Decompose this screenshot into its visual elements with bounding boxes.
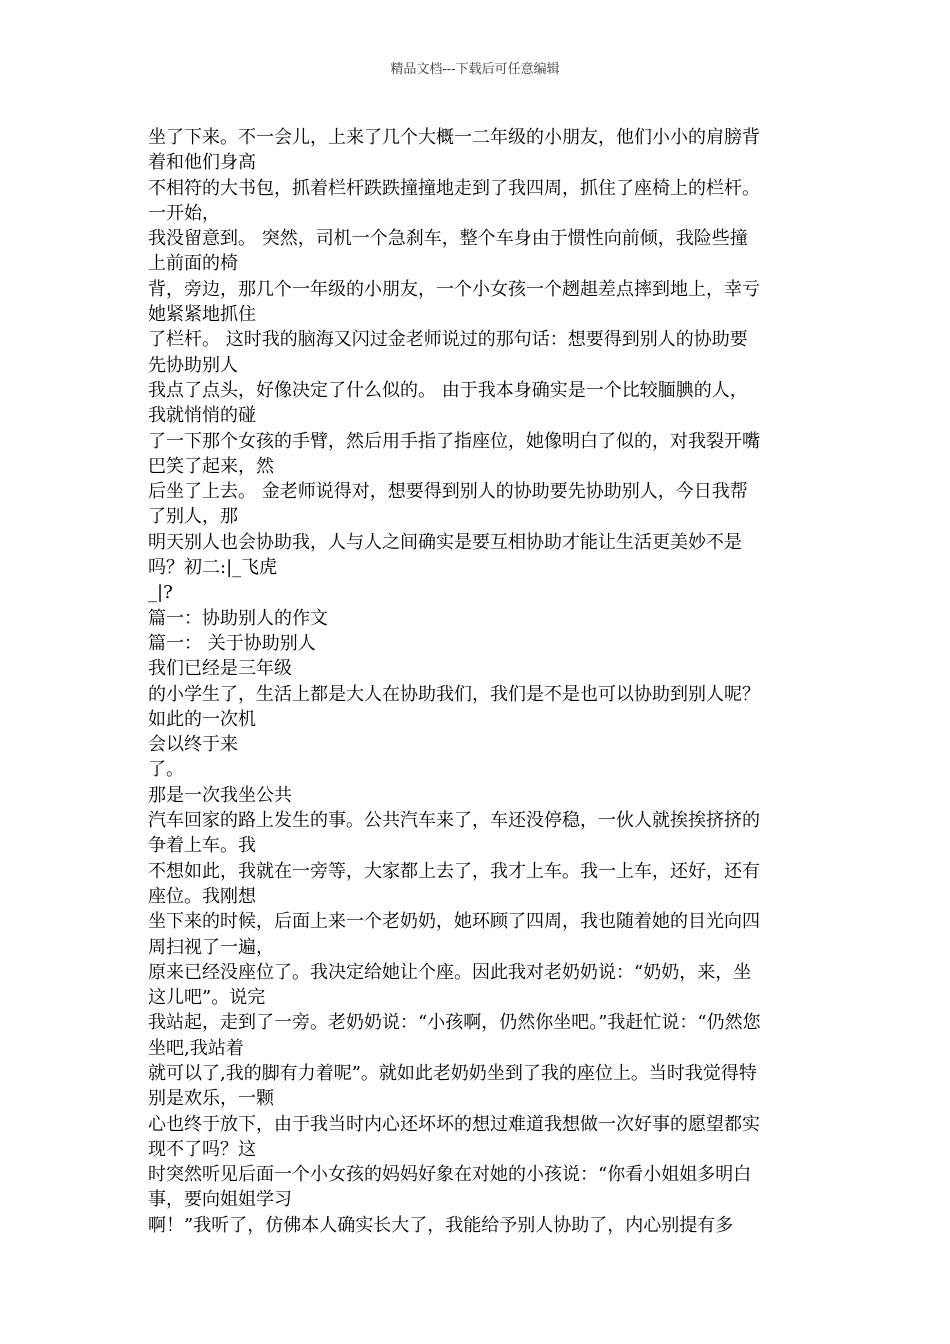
section-heading: 篇一：协助别人的作文 xyxy=(148,607,328,629)
text-line: 了栏杆。 这时我的脑海又闪过金老师说过的那句话：想要得到别人的协助要 xyxy=(148,329,748,351)
text-line: 她紧紧地抓住 xyxy=(148,304,256,326)
text-line: 我没留意到。 突然，司机一个急刹车，整个车身由于惯性向前倾，我险些撞 xyxy=(148,228,748,250)
text-line: 如此的一次机 xyxy=(148,708,256,730)
text-line: 吗？初二:|_飞虎 xyxy=(148,557,278,579)
text-line: 那是一次我坐公共 xyxy=(148,784,292,806)
text-line: 的小学生了，生活上都是大人在协助我们，我们是不是也可以协助到别人呢？ xyxy=(148,683,760,705)
text-line: 背，旁边，那几个一年级的小朋友，一个小女孩一个趔趄差点摔到地上，幸亏 xyxy=(148,278,760,300)
text-line: 了一下那个女孩的手臂，然后用手指了指座位，她像明白了似的，对我裂开嘴 xyxy=(148,430,760,452)
text-line: 先协助别人 xyxy=(148,354,238,376)
text-line: 现不了吗？这 xyxy=(148,1138,256,1160)
text-line: 就可以了,我的脚有力着呢”。就如此老奶奶坐到了我的座位上。当时我觉得特 xyxy=(148,1062,757,1084)
text-line: 不相符的大书包，抓着栏杆跌跌撞撞地走到了我四周，抓住了座椅上的栏杆。 xyxy=(148,177,760,199)
text-line: 我们已经是三年级 xyxy=(148,658,292,680)
text-line: 着和他们身高 xyxy=(148,152,256,174)
page-header: 精品文档---下载后可任意编辑 xyxy=(390,62,560,77)
text-line: 汽车回家的路上发生的事。公共汽车来了，车还没停稳，一伙人就挨挨挤挤的 xyxy=(148,810,760,832)
text-line: 周扫视了一遍， xyxy=(148,936,274,958)
text-line: 后坐了上去。 金老师说得对，想要得到别人的协助要先协助别人，今日我帮 xyxy=(148,481,748,503)
text-line: 巴笑了起来，然 xyxy=(148,455,274,477)
text-line: 这儿吧”。说完 xyxy=(148,987,266,1009)
text-line: 我点了点头，好像决定了什么似的。 由于我本身确实是一个比较腼腆的人， xyxy=(148,379,748,401)
text-line: 上前面的椅 xyxy=(148,253,238,275)
text-line: 我站起，走到了一旁。老奶奶说：“小孩啊，仍然你坐吧。”我赶忙说：“仍然您 xyxy=(148,1012,761,1034)
section-heading: 篇一： 关于协助别人 xyxy=(148,632,316,654)
text-line: 坐了下来。不一会儿，上来了几个大概一二年级的小朋友，他们小小的肩膀背 xyxy=(148,127,760,148)
text-line: 啊！”我听了，仿佛本人确实长大了，我能给予别人协助了，内心别提有多 xyxy=(148,1214,734,1236)
text-line: 事，要向姐姐学习 xyxy=(148,1189,292,1211)
text-line: 了别人，那 xyxy=(148,506,238,528)
text-line: 一开始， xyxy=(148,202,220,224)
text-line: 坐下来的时候，后面上来一个老奶奶，她环顾了四周，我也随着她的目光向四 xyxy=(148,911,760,933)
document-body xyxy=(148,125,808,1238)
text-line: 别是欢乐，一颗 xyxy=(148,1088,274,1110)
text-line: 明天别人也会协助我，人与人之间确实是要互相协助才能让生活更美妙不是 xyxy=(148,531,742,553)
text-line: 我就悄悄的碰 xyxy=(148,405,256,427)
text-line: 会以终于来 xyxy=(148,734,238,756)
text-line: 了。 xyxy=(148,759,184,781)
text-line: 争着上车。我 xyxy=(148,835,256,857)
text-line: 心也终于放下，由于我当时内心还坏坏的想过难道我想做一次好事的愿望都实 xyxy=(148,1113,760,1135)
text-line: 原来已经没座位了。我决定给她让个座。因此我对老奶奶说：“奶奶，来，坐 xyxy=(148,961,752,983)
text-line: 时突然听见后面一个小女孩的妈妈好象在对她的小孩说：“你看小姐姐多明白 xyxy=(148,1164,752,1186)
text-line: 坐吧,我站着 xyxy=(148,1037,244,1059)
text-line: 座位。我刚想 xyxy=(148,885,256,907)
text-line: _|? xyxy=(148,582,173,604)
text-line: 不想如此，我就在一旁等，大家都上去了，我才上车。我一上车，还好，还有 xyxy=(148,860,760,882)
